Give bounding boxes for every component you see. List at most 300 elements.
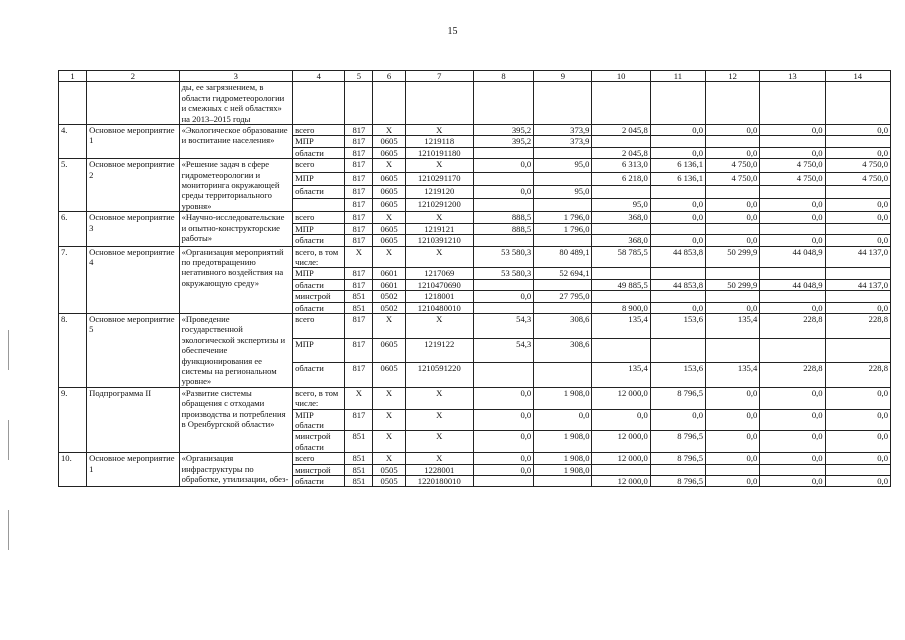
year-2020-cell: 0,0 bbox=[825, 302, 890, 313]
row-number-cell: 9. bbox=[59, 387, 87, 452]
year-2014-cell: 395,2 bbox=[473, 125, 533, 136]
admin-code-cell: 817 bbox=[345, 125, 373, 136]
year-2018-cell: 0,0 bbox=[706, 125, 760, 136]
table-cell bbox=[59, 82, 87, 125]
year-2017-cell: 0,0 bbox=[650, 212, 705, 223]
table-cell bbox=[473, 82, 533, 125]
year-2018-cell: 0,0 bbox=[706, 199, 760, 212]
year-2018-cell bbox=[706, 185, 760, 198]
year-2016-cell bbox=[592, 291, 650, 302]
year-2019-cell: 0,0 bbox=[760, 453, 825, 464]
year-2016-cell: 12 000,0 bbox=[592, 387, 650, 409]
admin-code-cell: 817 bbox=[345, 338, 373, 363]
target-code-cell: 1210191180 bbox=[405, 147, 473, 158]
admin-code-cell: 851 bbox=[345, 291, 373, 302]
year-2020-cell: 0,0 bbox=[825, 431, 890, 453]
year-2014-cell bbox=[473, 235, 533, 246]
year-2016-cell: 12 000,0 bbox=[592, 476, 650, 487]
admin-code-cell: X bbox=[345, 246, 373, 268]
target-code-cell: 1210391210 bbox=[405, 235, 473, 246]
column-header: 1 bbox=[59, 71, 87, 82]
year-2018-cell bbox=[706, 338, 760, 363]
year-2014-cell bbox=[473, 476, 533, 487]
year-2020-cell: 0,0 bbox=[825, 476, 890, 487]
year-2015-cell bbox=[534, 279, 592, 290]
admin-code-cell: 817 bbox=[345, 223, 373, 234]
admin-code-cell: 851 bbox=[345, 453, 373, 464]
admin-code-cell: 817 bbox=[345, 279, 373, 290]
year-2014-cell bbox=[473, 302, 533, 313]
target-code-cell: X bbox=[405, 212, 473, 223]
year-2018-cell bbox=[706, 464, 760, 475]
year-2020-cell bbox=[825, 338, 890, 363]
year-2017-cell: 8 796,5 bbox=[650, 431, 705, 453]
source-cell: всего bbox=[293, 453, 345, 464]
year-2019-cell: 0,0 bbox=[760, 147, 825, 158]
column-header: 6 bbox=[373, 71, 405, 82]
year-2014-cell: 0,0 bbox=[473, 185, 533, 198]
year-2018-cell: 135,4 bbox=[706, 363, 760, 388]
year-2014-cell: 54,3 bbox=[473, 313, 533, 338]
column-header: 2 bbox=[87, 71, 179, 82]
year-2018-cell: 50 299,9 bbox=[706, 246, 760, 268]
source-cell bbox=[293, 199, 345, 212]
table-row bbox=[59, 159, 891, 172]
year-2020-cell: 4 750,0 bbox=[825, 172, 890, 185]
measure-type-cell: Основное мероприятие 1 bbox=[87, 125, 179, 159]
admin-code-cell: 817 bbox=[345, 136, 373, 147]
year-2018-cell: 4 750,0 bbox=[706, 172, 760, 185]
year-2015-cell: 373,9 bbox=[534, 125, 592, 136]
year-2020-cell: 44 137,0 bbox=[825, 246, 890, 268]
target-code-cell: 1219122 bbox=[405, 338, 473, 363]
year-2015-cell bbox=[534, 476, 592, 487]
year-2017-cell bbox=[650, 185, 705, 198]
section-code-cell: 0502 bbox=[373, 302, 405, 313]
admin-code-cell: 851 bbox=[345, 476, 373, 487]
target-code-cell: 1210291200 bbox=[405, 199, 473, 212]
year-2018-cell: 0,0 bbox=[706, 431, 760, 453]
year-2016-cell: 135,4 bbox=[592, 363, 650, 388]
target-code-cell: 1220180010 bbox=[405, 476, 473, 487]
admin-code-cell: 851 bbox=[345, 464, 373, 475]
year-2019-cell: 44 048,9 bbox=[760, 246, 825, 268]
year-2016-cell bbox=[592, 338, 650, 363]
year-2014-cell: 0,0 bbox=[473, 409, 533, 431]
section-code-cell: 0605 bbox=[373, 363, 405, 388]
year-2019-cell bbox=[760, 291, 825, 302]
source-cell: всего bbox=[293, 125, 345, 136]
year-2020-cell: 0,0 bbox=[825, 147, 890, 158]
page-edge-mark bbox=[8, 330, 9, 370]
measure-type-cell: Основное мероприятие 5 bbox=[87, 313, 179, 387]
year-2016-cell: 12 000,0 bbox=[592, 453, 650, 464]
year-2014-cell: 0,0 bbox=[473, 291, 533, 302]
measure-name-cell: «Решение задач в сфере гидрометеорологии и мониторинга окружающей среды территориального уровня» bbox=[179, 159, 293, 212]
source-cell: всего, в том числе: bbox=[293, 387, 345, 409]
year-2017-cell: 6 136,1 bbox=[650, 159, 705, 172]
year-2014-cell: 395,2 bbox=[473, 136, 533, 147]
year-2015-cell: 52 694,1 bbox=[534, 268, 592, 279]
admin-code-cell: 817 bbox=[345, 185, 373, 198]
year-2014-cell bbox=[473, 199, 533, 212]
year-2019-cell bbox=[760, 223, 825, 234]
admin-code-cell: 817 bbox=[345, 199, 373, 212]
source-cell: области bbox=[293, 147, 345, 158]
year-2015-cell bbox=[534, 302, 592, 313]
section-code-cell: X bbox=[373, 431, 405, 453]
table-row bbox=[59, 453, 891, 464]
target-code-cell: X bbox=[405, 159, 473, 172]
admin-code-cell: 817 bbox=[345, 172, 373, 185]
section-code-cell: 0605 bbox=[373, 235, 405, 246]
admin-code-cell: 817 bbox=[345, 212, 373, 223]
column-header: 8 bbox=[473, 71, 533, 82]
year-2019-cell: 228,8 bbox=[760, 363, 825, 388]
year-2015-cell: 0,0 bbox=[534, 409, 592, 431]
table-row bbox=[59, 82, 891, 125]
year-2017-cell: 0,0 bbox=[650, 409, 705, 431]
target-code-cell: 1218001 bbox=[405, 291, 473, 302]
table-cell bbox=[534, 82, 592, 125]
year-2018-cell bbox=[706, 291, 760, 302]
year-2015-cell bbox=[534, 363, 592, 388]
year-2018-cell: 0,0 bbox=[706, 387, 760, 409]
measure-name-cell: «Организация инфраструктуры по обработке, утилизации, обез- bbox=[179, 453, 293, 487]
year-2015-cell bbox=[534, 235, 592, 246]
year-2014-cell: 53 580,3 bbox=[473, 246, 533, 268]
year-2016-cell: 6 218,0 bbox=[592, 172, 650, 185]
source-cell: области bbox=[293, 476, 345, 487]
target-code-cell: 1219121 bbox=[405, 223, 473, 234]
year-2017-cell bbox=[650, 136, 705, 147]
year-2014-cell: 0,0 bbox=[473, 387, 533, 409]
year-2019-cell bbox=[760, 338, 825, 363]
program-name-cell: ды, ее загрязнением, в области гидрометеорологии и смежных с ней областях» на 2013–2015 годы bbox=[179, 82, 293, 125]
page-number: 15 bbox=[447, 26, 458, 37]
year-2019-cell bbox=[760, 185, 825, 198]
table-cell bbox=[650, 82, 705, 125]
row-number-cell: 10. bbox=[59, 453, 87, 487]
target-code-cell: X bbox=[405, 387, 473, 409]
admin-code-cell: 817 bbox=[345, 363, 373, 388]
section-code-cell: 0505 bbox=[373, 476, 405, 487]
year-2015-cell: 27 795,0 bbox=[534, 291, 592, 302]
year-2019-cell bbox=[760, 464, 825, 475]
year-2016-cell: 58 785,5 bbox=[592, 246, 650, 268]
year-2020-cell: 4 750,0 bbox=[825, 159, 890, 172]
section-code-cell: X bbox=[373, 409, 405, 431]
source-cell: области bbox=[293, 279, 345, 290]
section-code-cell: 0605 bbox=[373, 199, 405, 212]
section-code-cell: X bbox=[373, 159, 405, 172]
year-2016-cell: 49 885,5 bbox=[592, 279, 650, 290]
source-cell: области bbox=[293, 302, 345, 313]
year-2020-cell bbox=[825, 291, 890, 302]
year-2015-cell bbox=[534, 147, 592, 158]
target-code-cell: 1210480010 bbox=[405, 302, 473, 313]
year-2019-cell: 0,0 bbox=[760, 302, 825, 313]
source-cell: МПР bbox=[293, 223, 345, 234]
year-2019-cell: 4 750,0 bbox=[760, 159, 825, 172]
year-2014-cell bbox=[473, 279, 533, 290]
year-2015-cell: 373,9 bbox=[534, 136, 592, 147]
source-cell: всего bbox=[293, 212, 345, 223]
source-cell: МПР bbox=[293, 338, 345, 363]
year-2016-cell: 6 313,0 bbox=[592, 159, 650, 172]
year-2014-cell: 888,5 bbox=[473, 223, 533, 234]
year-2019-cell bbox=[760, 268, 825, 279]
target-code-cell: X bbox=[405, 125, 473, 136]
measure-name-cell: «Проведение государственной экологической экспертизы и обеспечение функционирования ее системы на региональном уровне» bbox=[179, 313, 293, 387]
year-2019-cell: 0,0 bbox=[760, 476, 825, 487]
admin-code-cell: 817 bbox=[345, 147, 373, 158]
section-code-cell: 0605 bbox=[373, 172, 405, 185]
year-2020-cell bbox=[825, 464, 890, 475]
year-2018-cell: 135,4 bbox=[706, 313, 760, 338]
year-2017-cell: 8 796,5 bbox=[650, 453, 705, 464]
table-row bbox=[59, 313, 891, 338]
year-2016-cell: 2 045,8 bbox=[592, 125, 650, 136]
year-2020-cell bbox=[825, 223, 890, 234]
year-2020-cell: 0,0 bbox=[825, 199, 890, 212]
measure-type-cell: Подпрограмма II bbox=[87, 387, 179, 452]
year-2018-cell: 0,0 bbox=[706, 453, 760, 464]
year-2017-cell: 0,0 bbox=[650, 302, 705, 313]
year-2016-cell: 2 045,8 bbox=[592, 147, 650, 158]
target-code-cell: 1219118 bbox=[405, 136, 473, 147]
page-edge-mark bbox=[8, 510, 9, 550]
row-number-cell: 7. bbox=[59, 246, 87, 313]
year-2017-cell bbox=[650, 291, 705, 302]
source-cell: МПР bbox=[293, 136, 345, 147]
year-2017-cell: 8 796,5 bbox=[650, 476, 705, 487]
year-2014-cell: 0,0 bbox=[473, 159, 533, 172]
measure-name-cell: «Научно-исследовательские и опытно-конструкторские работы» bbox=[179, 212, 293, 246]
target-code-cell: X bbox=[405, 246, 473, 268]
section-code-cell: X bbox=[373, 246, 405, 268]
year-2018-cell: 0,0 bbox=[706, 235, 760, 246]
year-2017-cell: 44 853,8 bbox=[650, 246, 705, 268]
year-2020-cell: 0,0 bbox=[825, 453, 890, 464]
target-code-cell: X bbox=[405, 409, 473, 431]
year-2017-cell: 0,0 bbox=[650, 199, 705, 212]
year-2018-cell: 0,0 bbox=[706, 476, 760, 487]
table-cell bbox=[293, 82, 345, 125]
section-code-cell: X bbox=[373, 125, 405, 136]
year-2017-cell bbox=[650, 268, 705, 279]
year-2019-cell: 0,0 bbox=[760, 212, 825, 223]
page-edge-mark bbox=[8, 420, 9, 460]
year-2015-cell: 308,6 bbox=[534, 313, 592, 338]
column-header: 4 bbox=[293, 71, 345, 82]
year-2015-cell: 95,0 bbox=[534, 159, 592, 172]
year-2017-cell: 0,0 bbox=[650, 147, 705, 158]
source-cell: всего bbox=[293, 313, 345, 338]
year-2018-cell: 0,0 bbox=[706, 147, 760, 158]
year-2016-cell: 368,0 bbox=[592, 212, 650, 223]
year-2014-cell bbox=[473, 172, 533, 185]
target-code-cell: X bbox=[405, 453, 473, 464]
column-header: 7 bbox=[405, 71, 473, 82]
year-2017-cell bbox=[650, 338, 705, 363]
admin-code-cell: 817 bbox=[345, 235, 373, 246]
year-2014-cell: 888,5 bbox=[473, 212, 533, 223]
year-2016-cell: 368,0 bbox=[592, 235, 650, 246]
source-cell: минстрой области bbox=[293, 431, 345, 453]
year-2014-cell bbox=[473, 147, 533, 158]
column-header: 3 bbox=[179, 71, 293, 82]
year-2015-cell: 1 908,0 bbox=[534, 453, 592, 464]
year-2015-cell: 1 908,0 bbox=[534, 464, 592, 475]
measure-name-cell: «Экологическое образование и воспитание населения» bbox=[179, 125, 293, 159]
row-number-cell: 4. bbox=[59, 125, 87, 159]
admin-code-cell: 817 bbox=[345, 313, 373, 338]
column-header: 13 bbox=[760, 71, 825, 82]
target-code-cell: 1219120 bbox=[405, 185, 473, 198]
year-2017-cell bbox=[650, 223, 705, 234]
year-2019-cell: 0,0 bbox=[760, 431, 825, 453]
year-2017-cell bbox=[650, 464, 705, 475]
table-cell bbox=[592, 82, 650, 125]
year-2015-cell bbox=[534, 172, 592, 185]
year-2019-cell bbox=[760, 136, 825, 147]
year-2019-cell: 0,0 bbox=[760, 199, 825, 212]
source-cell: минстрой bbox=[293, 291, 345, 302]
table-cell bbox=[825, 82, 890, 125]
year-2020-cell: 228,8 bbox=[825, 313, 890, 338]
section-code-cell: 0605 bbox=[373, 338, 405, 363]
year-2014-cell bbox=[473, 363, 533, 388]
year-2019-cell: 0,0 bbox=[760, 125, 825, 136]
section-code-cell: 0605 bbox=[373, 147, 405, 158]
year-2015-cell: 1 796,0 bbox=[534, 223, 592, 234]
year-2019-cell: 0,0 bbox=[760, 235, 825, 246]
table-row bbox=[59, 246, 891, 268]
source-cell: области bbox=[293, 235, 345, 246]
row-number-cell: 5. bbox=[59, 159, 87, 212]
measure-type-cell: Основное мероприятие 2 bbox=[87, 159, 179, 212]
year-2020-cell: 228,8 bbox=[825, 363, 890, 388]
year-2016-cell: 0,0 bbox=[592, 409, 650, 431]
year-2017-cell: 0,0 bbox=[650, 125, 705, 136]
year-2017-cell: 153,6 bbox=[650, 363, 705, 388]
section-code-cell: 0502 bbox=[373, 291, 405, 302]
source-cell: МПР bbox=[293, 268, 345, 279]
year-2014-cell: 53 580,3 bbox=[473, 268, 533, 279]
year-2018-cell bbox=[706, 223, 760, 234]
year-2017-cell: 0,0 bbox=[650, 235, 705, 246]
year-2019-cell: 44 048,9 bbox=[760, 279, 825, 290]
year-2015-cell: 1 908,0 bbox=[534, 431, 592, 453]
source-cell: области bbox=[293, 363, 345, 388]
year-2016-cell bbox=[592, 464, 650, 475]
year-2019-cell: 4 750,0 bbox=[760, 172, 825, 185]
target-code-cell: 1210470690 bbox=[405, 279, 473, 290]
year-2014-cell: 0,0 bbox=[473, 431, 533, 453]
year-2018-cell bbox=[706, 268, 760, 279]
table-cell bbox=[706, 82, 760, 125]
target-code-cell: 1228001 bbox=[405, 464, 473, 475]
year-2020-cell: 0,0 bbox=[825, 125, 890, 136]
year-2016-cell: 95,0 bbox=[592, 199, 650, 212]
table-cell bbox=[760, 82, 825, 125]
section-code-cell: 0605 bbox=[373, 136, 405, 147]
year-2020-cell bbox=[825, 136, 890, 147]
table-row bbox=[59, 125, 891, 136]
year-2018-cell: 4 750,0 bbox=[706, 159, 760, 172]
year-2020-cell: 0,0 bbox=[825, 235, 890, 246]
measure-name-cell: «Развитие системы обращения с отходами производства и потребления в Оренбургской области» bbox=[179, 387, 293, 452]
year-2018-cell: 0,0 bbox=[706, 302, 760, 313]
year-2020-cell: 0,0 bbox=[825, 409, 890, 431]
table-cell bbox=[87, 82, 179, 125]
source-cell: всего, в том числе: bbox=[293, 246, 345, 268]
year-2015-cell: 308,6 bbox=[534, 338, 592, 363]
admin-code-cell: 851 bbox=[345, 431, 373, 453]
target-code-cell: X bbox=[405, 431, 473, 453]
section-code-cell: X bbox=[373, 387, 405, 409]
row-number-cell: 6. bbox=[59, 212, 87, 246]
year-2019-cell: 228,8 bbox=[760, 313, 825, 338]
year-2016-cell: 12 000,0 bbox=[592, 431, 650, 453]
section-code-cell: X bbox=[373, 212, 405, 223]
year-2020-cell: 44 137,0 bbox=[825, 279, 890, 290]
year-2019-cell: 0,0 bbox=[760, 409, 825, 431]
measure-name-cell: «Организация мероприятий по предотвращению негативного воздействия на окружающую среду» bbox=[179, 246, 293, 313]
year-2020-cell: 0,0 bbox=[825, 212, 890, 223]
year-2015-cell: 1 796,0 bbox=[534, 212, 592, 223]
year-2016-cell bbox=[592, 136, 650, 147]
year-2017-cell: 8 796,5 bbox=[650, 387, 705, 409]
section-code-cell: 0605 bbox=[373, 185, 405, 198]
table-row bbox=[59, 212, 891, 223]
year-2018-cell: 0,0 bbox=[706, 212, 760, 223]
year-2018-cell bbox=[706, 136, 760, 147]
column-header: 12 bbox=[706, 71, 760, 82]
year-2018-cell: 50 299,9 bbox=[706, 279, 760, 290]
table-cell bbox=[405, 82, 473, 125]
year-2020-cell bbox=[825, 185, 890, 198]
source-cell: всего bbox=[293, 159, 345, 172]
header-row bbox=[59, 71, 891, 82]
source-cell: минстрой bbox=[293, 464, 345, 475]
year-2016-cell bbox=[592, 268, 650, 279]
source-cell: МПР bbox=[293, 172, 345, 185]
column-header: 14 bbox=[825, 71, 890, 82]
column-header: 9 bbox=[534, 71, 592, 82]
year-2015-cell: 80 489,1 bbox=[534, 246, 592, 268]
column-header: 10 bbox=[592, 71, 650, 82]
year-2017-cell: 6 136,1 bbox=[650, 172, 705, 185]
year-2018-cell: 0,0 bbox=[706, 409, 760, 431]
section-code-cell: 0601 bbox=[373, 268, 405, 279]
year-2014-cell: 0,0 bbox=[473, 453, 533, 464]
year-2017-cell: 44 853,8 bbox=[650, 279, 705, 290]
table-cell bbox=[345, 82, 373, 125]
year-2015-cell: 95,0 bbox=[534, 185, 592, 198]
column-header: 5 bbox=[345, 71, 373, 82]
year-2016-cell bbox=[592, 185, 650, 198]
budget-table bbox=[58, 70, 891, 487]
table-row bbox=[59, 387, 891, 409]
section-code-cell: 0505 bbox=[373, 464, 405, 475]
year-2017-cell: 153,6 bbox=[650, 313, 705, 338]
year-2015-cell: 1 908,0 bbox=[534, 387, 592, 409]
admin-code-cell: X bbox=[345, 387, 373, 409]
admin-code-cell: 817 bbox=[345, 409, 373, 431]
year-2019-cell: 0,0 bbox=[760, 387, 825, 409]
